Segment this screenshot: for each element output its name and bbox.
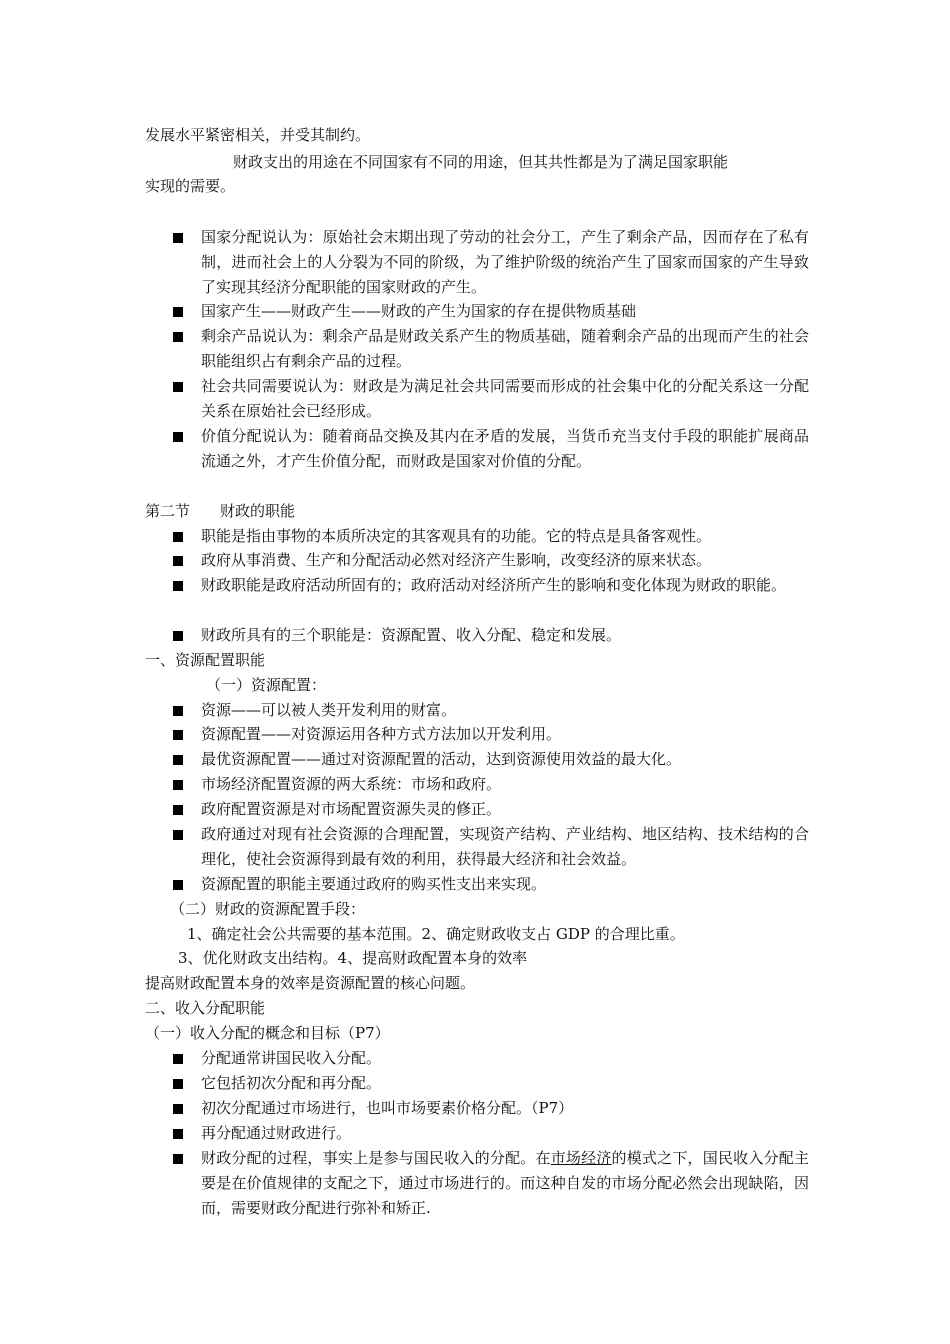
bullet-item — [173, 573, 813, 598]
subsection-subheading: （一）收入分配的概念和目标（P7） — [145, 1024, 390, 1042]
bullet-item — [173, 548, 813, 573]
bullet-text — [201, 1146, 809, 1221]
bullet-text: 财政所具有的三个职能是：资源配置、收入分配、稳定和发展。 — [201, 626, 622, 644]
square-bullet-icon — [173, 1146, 185, 1171]
square-bullet-icon — [173, 225, 185, 250]
bullet-text: 初次分配通过市场进行，也叫市场要素价格分配。（P7） — [201, 1099, 574, 1117]
square-bullet-icon — [173, 772, 185, 797]
bullet-item — [173, 623, 813, 648]
bullet-item — [173, 225, 813, 300]
paragraph-usage-line-1: 财政支出的用途在不同国家有不同的用途，但其共性都是为了满足国家职能 — [233, 153, 729, 171]
bullet-text: 分配通常讲国民收入分配。 — [201, 1049, 382, 1067]
bullet-text: 它包括初次分配和再分配。 — [201, 1074, 382, 1092]
bullet-item — [173, 324, 813, 374]
bullet-item — [173, 698, 813, 723]
bullet-text: 最优资源配置——通过对资源配置的活动，达到资源使用效益的最大化。 — [201, 750, 682, 768]
bullet-text: 职能是指由事物的本质所决定的其客观具有的功能。它的特点是具备客观性。 — [201, 527, 712, 545]
square-bullet-icon — [173, 374, 185, 399]
square-bullet-icon — [173, 1121, 185, 1146]
bullet-text: 再分配通过财政进行。 — [201, 1124, 352, 1142]
bullet-item — [173, 872, 813, 897]
subsection-heading: 一、资源配置职能 — [145, 651, 266, 669]
paragraph-usage-line-2: 实现的需要。 — [145, 177, 236, 195]
bullet-item — [173, 424, 813, 474]
bullet-item — [173, 299, 813, 324]
square-bullet-icon — [173, 623, 185, 648]
bullet-text: 社会共同需要说认为：财政是为满足社会共同需要而形成的社会集中化的分配关系这一分配关系在原始社会已经形成。 — [201, 377, 809, 420]
square-bullet-icon — [173, 747, 185, 772]
bullet-item — [173, 524, 813, 549]
paragraph-continuation: 发展水平紧密相关，并受其制约。 — [145, 126, 371, 144]
square-bullet-icon — [173, 324, 185, 349]
square-bullet-icon — [173, 1071, 185, 1096]
square-bullet-icon — [173, 299, 185, 324]
bullet-text: 市场经济配置资源的两大系统：市场和政府。 — [201, 775, 502, 793]
square-bullet-icon — [173, 1046, 185, 1071]
bullet-text: 国家产生——财政产生——财政的产生为国家的存在提供物质基础 — [201, 302, 637, 320]
bullet-item — [173, 747, 813, 772]
bullet-item — [173, 1071, 813, 1096]
core-statement: 提高财政配置本身的效率是资源配置的核心问题。 — [145, 974, 476, 992]
bullet-item — [173, 722, 813, 747]
section-heading: 第二节 财政的职能 — [145, 502, 296, 520]
bullet-text: 政府配置资源是对市场配置资源失灵的修正。 — [201, 800, 502, 818]
subsection-subheading: （一）资源配置： — [206, 676, 327, 694]
bullet-text: 政府从事消费、生产和分配活动必然对经济产生影响，改变经济的原来状态。 — [201, 551, 712, 569]
square-bullet-icon — [173, 424, 185, 449]
square-bullet-icon — [173, 722, 185, 747]
bullet-item — [173, 1121, 813, 1146]
bullet-item — [173, 1096, 813, 1121]
square-bullet-icon — [173, 548, 185, 573]
bullet-item — [173, 1046, 813, 1071]
square-bullet-icon — [173, 872, 185, 897]
numbered-means-line-1: 1、确定社会公共需要的基本范围。2、确定财政收支占 GDP 的合理比重。 — [187, 925, 685, 943]
bullet-text: 资源配置——对资源运用各种方式方法加以开发利用。 — [201, 725, 562, 743]
bullet-text-part: 的模式之下，国民收入分配主要是在价值规律的支配之下，通过市场进行的。而这种自发的市场分配必然会出现缺陷，因而，需要财政分配进行弥补和矫正. — [201, 1149, 809, 1217]
bullet-text: 资源配置的职能主要通过政府的购买性支出来实现。 — [201, 875, 547, 893]
bullet-text: 政府通过对现有社会资源的合理配置，实现资产结构、产业结构、地区结构、技术结构的合理化，使社会资源得到最有效的利用，获得最大经济和社会效益。 — [201, 825, 809, 868]
square-bullet-icon — [173, 573, 185, 598]
bullet-text: 资源——可以被人类开发利用的财富。 — [201, 701, 457, 719]
subsection-heading: 二、收入分配职能 — [145, 999, 266, 1017]
bullet-text: 财政职能是政府活动所固有的；政府活动对经济所产生的影响和变化体现为财政的职能。 — [201, 576, 787, 594]
square-bullet-icon — [173, 698, 185, 723]
square-bullet-icon — [173, 1096, 185, 1121]
market-economy-link[interactable]: 市场经济 — [550, 1149, 612, 1167]
numbered-means-line-2: 3、优化财政支出结构。4、提高财政配置本身的效率 — [178, 949, 528, 967]
bullet-item — [173, 1146, 813, 1221]
bullet-text-part: 财政分配的过程，事实上是参与国民收入的分配。在 — [201, 1149, 551, 1167]
bullet-text: 国家分配说认为：原始社会末期出现了劳动的社会分工，产生了剩余产品，因而存在了私有制，进而社会上的人分裂为不同的阶级，为了维护阶级的统治产生了国家而国家的产生导致了实现其经济分配职能的国家财政的产生。 — [201, 228, 809, 296]
bullet-item — [173, 797, 813, 822]
square-bullet-icon — [173, 797, 185, 822]
square-bullet-icon — [173, 524, 185, 549]
bullet-text: 剩余产品说认为：剩余产品是财政关系产生的物质基础，随着剩余产品的出现而产生的社会职能组织占有剩余产品的过程。 — [201, 327, 809, 370]
square-bullet-icon — [173, 822, 185, 847]
subsection-subheading: （二）财政的资源配置手段： — [170, 900, 366, 918]
bullet-text: 价值分配说认为：随着商品交换及其内在矛盾的发展，当货币充当支付手段的职能扩展商品流通之外，才产生价值分配，而财政是国家对价值的分配。 — [201, 427, 809, 470]
bullet-item — [173, 772, 813, 797]
bullet-item — [173, 374, 813, 424]
bullet-item — [173, 822, 813, 872]
